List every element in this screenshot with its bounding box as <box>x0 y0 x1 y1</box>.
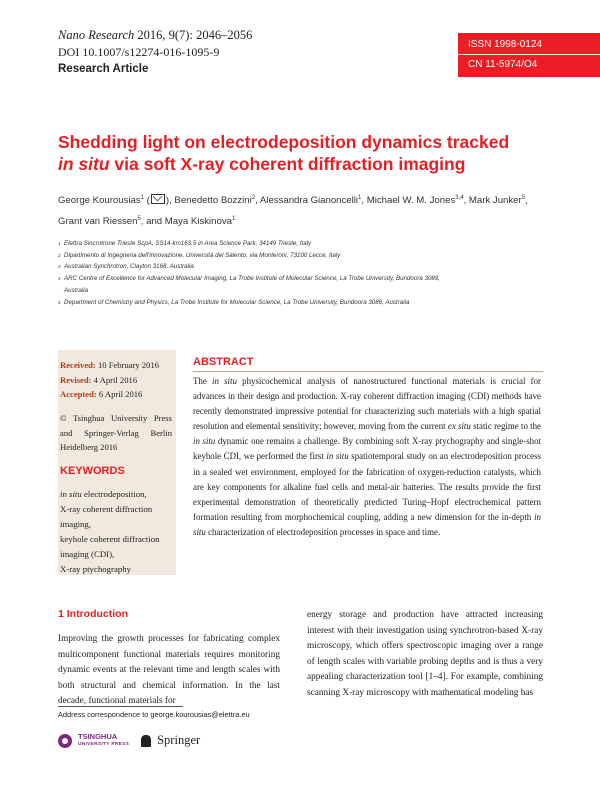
keyword: X-ray ptychography <box>60 564 132 574</box>
introduction-heading: 1 Introduction <box>58 608 128 620</box>
affiliation: 5 Department of Chemistry and Physics, La Trobe Institute for Molecular Science, La Trobe University, Bundoora 3086, Australia <box>58 298 410 306</box>
title-rest: via soft X-ray coherent diffraction imaging <box>109 154 466 174</box>
author-affil-sup: 3,4 <box>455 195 464 201</box>
author-affil-sup: 1 <box>231 216 236 223</box>
title-italic: in situ <box>58 154 110 174</box>
abstract-text: The in situ physicochemical analysis of nanostructured functional materials is crucial for advances in their design and production. X-ray coherent diffraction imaging (CDI) methods have recently demonstrated impressive potential for characterizing such materials with a high spatial resolution and elemental sensitivity; however, moving from the current ex situ static regime to the in situ dynamic one remains a challenge. By combining soft X-ray ptychography and single-shot keyhole CDI, we performed the first in situ spatiotemporal study on an electrodeposition process in a sealed wet environment, employed for the fabrication of oxygen-reduction catalysts, which are key components for alkaline fuel cells and metal-air batteries. The results provide the first experimental demonstration of theoretically predicted Turing–Hopf electrochemical pattern formation resulting from morphochemical coupling, adding a new dimension for the in-depth in situ characterization of electrodeposition processes in space and time. <box>193 376 541 537</box>
keyword: X-ray coherent diffraction imaging, <box>60 504 153 529</box>
author-name[interactable]: ), Benedetto Bozzini <box>165 195 252 207</box>
issn: ISSN 1998-0124 <box>468 39 542 50</box>
affiliation: 2 Dipartimento di Ingegneria dell'Innovazione, Università del Salento, via Monteroni, 73100 Lecce, Italy <box>58 251 341 259</box>
article-dates <box>60 358 159 402</box>
keyword: in situ electrodeposition, <box>60 489 147 499</box>
author-affil-sup: 5 <box>137 216 141 223</box>
abstract-heading: ABSTRACT <box>193 356 254 368</box>
doi[interactable]: DOI 10.1007/s12274-016-1095-9 <box>58 45 220 59</box>
body-column-right: energy storage and production have attracted increasing interest with their investigation using synchrotron-based X-ray microscopy, which offers spectroscopic imaging over a range of length scales with variable probing depths and is thus a very appealing characterization tool [1–4]. For example, combining scanning X-ray microscopy with mathematical modeling has <box>307 610 543 698</box>
publisher-logos <box>58 733 200 748</box>
author-trail: ( <box>144 195 150 207</box>
body-column-left: Improving the growth processes for fabricating complex multicomponent functional materials requires monitoring dynamic events at the relevant time and length scales with both structural and chemical information. In the last decade, functional materials for <box>58 634 280 706</box>
journal-name: Nano Research <box>58 28 135 42</box>
author-list <box>58 189 558 231</box>
author-name[interactable]: Grant van Riessen <box>58 216 138 228</box>
cn-number: CN 11-5974/O4 <box>468 59 538 70</box>
revised-date: Revised: 4 April 2016 <box>60 374 138 385</box>
author-affil-sup: 5 <box>521 195 526 201</box>
author-affil-sup: 1 <box>140 195 145 201</box>
author-affil-sup: 1 <box>358 195 362 201</box>
affiliations <box>58 238 558 308</box>
issn-box <box>458 33 600 77</box>
springer-logo-text: Springer <box>157 733 201 747</box>
paper-title <box>58 131 558 175</box>
author-name[interactable]: , Alessandra Gianoncelli <box>255 195 359 207</box>
author-trail: , <box>525 195 528 207</box>
author-name[interactable]: , and Maya Kiskinova <box>140 216 232 228</box>
author-name[interactable]: , Michael W. M. Jones <box>361 195 456 207</box>
affiliation: 1 Elettra Sincrotrone Trieste ScpA, SS14-km163.5 in Area Science Park, 34149 Trieste, Italy <box>58 240 312 247</box>
article-type: Research Article <box>58 63 149 75</box>
author-name[interactable]: , Mark Junker <box>463 195 522 207</box>
tsinghua-logo-icon <box>58 734 72 748</box>
journal-citation <box>58 28 252 43</box>
affiliation: 4 ARC Centre of Excellence for Advanced Molecular Imaging, La Trobe Institute of Molecular Science, La Trobe University, Bundoora 3089, <box>58 275 441 283</box>
received-date: Received: 10 February 2016 <box>60 360 160 370</box>
envelope-icon[interactable] <box>151 194 165 204</box>
journal-issue: 2016, 9(7): 2046–2056 <box>134 28 253 42</box>
article-info-sidebar <box>58 350 176 575</box>
title-line-1: Shedding light on electrodeposition dynamics tracked <box>58 132 510 152</box>
author-affil-sup: 2 <box>251 195 256 201</box>
affiliation: 3 Australian Synchrotron, Clayton 3168, Australia <box>58 263 194 271</box>
keyword: keyhole coherent diffraction imaging (CDI), <box>60 534 160 559</box>
author-name[interactable]: George Kourousias <box>58 195 141 207</box>
keywords-list <box>60 487 176 577</box>
affiliation: Australia <box>64 286 89 294</box>
copyright-notice: © Tsinghua University Press and Springer-Verlag Berlin Heidelberg 2016 <box>60 413 172 452</box>
title-line-2 <box>58 153 558 175</box>
accepted-date: Accepted: 6 April 2016 <box>60 389 143 399</box>
abstract-divider <box>193 371 543 372</box>
keywords-heading: KEYWORDS <box>60 465 125 477</box>
issn-divider <box>458 54 600 55</box>
springer-horse-icon <box>141 735 151 747</box>
correspondence-footnote: Address correspondence to george.kourousias@elettra.eu <box>58 710 250 719</box>
tsinghua-logo-text: TSINGHUA UNIVERSITY PRESS <box>78 732 130 747</box>
footnote-divider <box>58 706 183 707</box>
